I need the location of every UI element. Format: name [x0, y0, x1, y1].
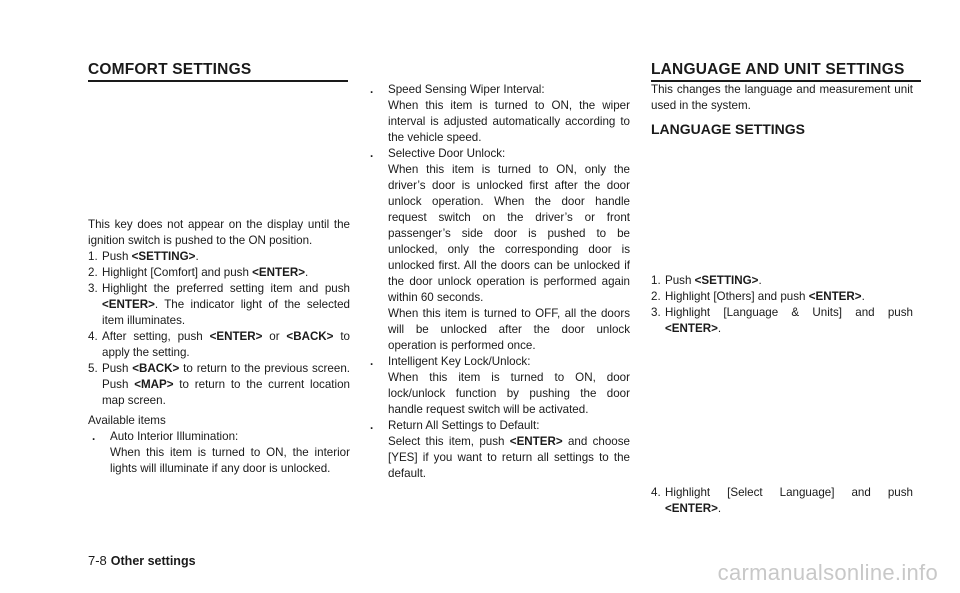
bullet-item-title — [88, 429, 350, 445]
text-run: Push — [102, 250, 132, 263]
text-run: . — [305, 266, 309, 279]
text-run: . — [717, 322, 722, 335]
bullet-item-title — [366, 354, 630, 370]
step-number: 4. — [88, 330, 98, 343]
step-number: 3. — [651, 306, 661, 319]
item-title: Intelligent Key Lock/Unlock: — [388, 355, 531, 368]
numbered-step — [88, 265, 350, 281]
text-run: Push — [102, 362, 133, 375]
comfort-items-continued — [366, 82, 630, 482]
key-label: <ENTER> — [509, 435, 563, 448]
language-unit-intro: This changes the language and measurement unit used in the system. — [651, 83, 913, 112]
page-number: 7-8 — [88, 553, 107, 568]
text-run: and choose [YES] if you want to return all settings to the default. — [388, 435, 630, 480]
text-run: Highlight [Comfort] and push — [102, 266, 253, 279]
step-number: 2. — [651, 290, 661, 303]
language-step-4 — [651, 485, 913, 517]
text-run: to return to the previous screen. Push — [102, 362, 350, 391]
numbered-step — [651, 485, 913, 517]
item-description: When this item is turned to ON, door lock/unlock function by pushing the door handle request switch will be activated. — [388, 371, 630, 416]
comfort-items — [88, 429, 350, 477]
key-label: <SETTING> — [131, 250, 196, 263]
text-run: Select this item, push — [388, 435, 510, 448]
item-description: When this item is turned to ON, the interior lights will illuminate if any door is unlocked. — [110, 446, 350, 475]
item-description — [366, 434, 630, 482]
step-number: 5. — [88, 362, 98, 375]
key-label: <ENTER> — [665, 502, 718, 515]
text-run: Highlight [Language & Units] and push — [665, 306, 913, 319]
bullet-item-title — [366, 82, 630, 98]
footer-chapter-title: Other settings — [110, 554, 196, 568]
text-run: or — [262, 330, 287, 343]
text-run: . — [758, 274, 762, 287]
key-label: <ENTER> — [252, 266, 305, 279]
section-title-comfort-settings: COMFORT SETTINGS — [88, 61, 252, 78]
key-label: <BACK> — [132, 362, 180, 375]
comfort-steps — [88, 249, 350, 409]
item-description: When this item is turned to ON, only the driver’s door is unlocked first after the door unlock operation. When the door handle request switch on the driver’s or front passenger’s side door is pushed to be unlocked, only the corresponding door is unlocked first. All the doors can be unlocked if the door unlock operation is performed again within 60 seconds. — [388, 163, 630, 304]
language-steps — [651, 273, 913, 337]
bullet-mark: . — [370, 355, 374, 368]
bullet-item-title — [366, 146, 630, 162]
item-title: Selective Door Unlock: — [388, 147, 506, 160]
text-run: Push — [665, 274, 695, 287]
text-run: Highlight [Others] and push — [665, 290, 809, 303]
available-items-label: Available items — [88, 414, 166, 427]
item-title: Auto Interior Illumination: — [110, 430, 239, 443]
step-number: 4. — [651, 486, 661, 499]
section-title-language-and-unit-settings: LANGUAGE AND UNIT SETTINGS — [651, 61, 905, 78]
page-footer — [88, 553, 196, 569]
numbered-step — [651, 305, 913, 337]
key-label: <ENTER> — [102, 298, 155, 311]
step-number: 1. — [88, 250, 98, 263]
bullet-item-title — [366, 418, 630, 434]
step-number: 3. — [88, 282, 98, 295]
numbered-step — [88, 329, 350, 361]
bullet-mark: . — [370, 83, 374, 96]
text-run: . — [861, 290, 865, 303]
text-run: . — [717, 502, 722, 515]
numbered-step — [651, 289, 913, 305]
numbered-step — [88, 361, 350, 409]
key-label: <ENTER> — [808, 290, 862, 303]
bullet-mark: . — [92, 430, 96, 443]
step-number: 1. — [651, 274, 661, 287]
key-label: <SETTING> — [694, 274, 759, 287]
key-label: <ENTER> — [665, 322, 718, 335]
comfort-settings-body — [88, 217, 350, 477]
key-label: <BACK> — [286, 330, 334, 343]
item-description: When this item is turned to OFF, all the doors will be unlocked after the door unlock operation is performed once. — [388, 307, 630, 352]
bullet-mark: . — [370, 147, 374, 160]
comfort-intro: This key does not appear on the display until the ignition switch is pushed to the ON position. — [88, 218, 350, 247]
step-number: 2. — [88, 266, 98, 279]
numbered-step — [651, 273, 913, 289]
text-run: to apply the setting. — [102, 330, 350, 359]
item-title: Return All Settings to Default: — [388, 419, 540, 432]
text-run: Highlight [Select Language] and push — [665, 486, 913, 499]
section-rule-left — [88, 80, 348, 82]
numbered-step — [88, 249, 350, 265]
text-run: After setting, push — [102, 330, 210, 343]
key-label: <ENTER> — [209, 330, 263, 343]
subsection-title-language-settings: LANGUAGE SETTINGS — [651, 121, 806, 137]
text-run: to return to the current location map screen. — [102, 378, 350, 407]
watermark-text: carmanualsonline.info — [717, 560, 938, 585]
key-label: <MAP> — [134, 378, 174, 391]
text-run: . — [195, 250, 199, 263]
text-run: . The indicator light of the selected item illuminates. — [102, 298, 350, 327]
language-unit-intro-block — [651, 82, 913, 114]
bullet-mark: . — [370, 419, 374, 432]
text-run: Highlight the preferred setting item and push — [102, 282, 350, 295]
item-title: Speed Sensing Wiper Interval: — [388, 83, 545, 96]
item-description: When this item is turned to ON, the wiper interval is adjusted automatically according to the vehicle speed. — [388, 99, 630, 144]
numbered-step — [88, 281, 350, 329]
